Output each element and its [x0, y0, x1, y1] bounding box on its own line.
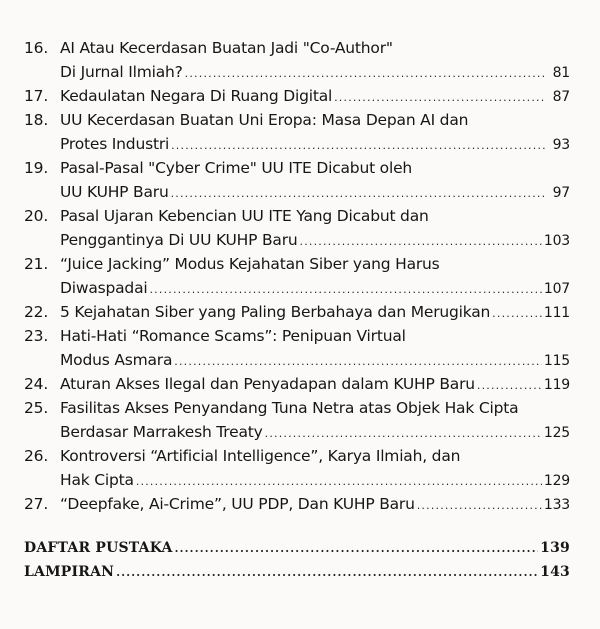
toc-entry-title-line: Hati-Hati “Romance Scams”: Penipuan Virtual [60, 327, 406, 345]
toc-entry-title-line: UU KUHP Baru [60, 183, 169, 201]
toc-entry-22 [24, 300, 570, 324]
toc-entry-page: 133 [543, 497, 570, 513]
toc-entry-title-line: “Deepfake, Ai-Crime”, UU PDP, Dan KUHP Baru [60, 495, 415, 513]
toc-entry-page: 139 [540, 540, 570, 556]
toc-entry-number: 21. [24, 255, 49, 273]
toc-entry-title-line: Modus Asmara [60, 351, 173, 369]
toc-entry-page: 103 [543, 233, 570, 249]
toc-entry-title-line: Kedaulatan Negara Di Ruang Digital [60, 87, 333, 105]
toc-entry-number: 19. [24, 159, 49, 177]
toc-entry-page: 143 [540, 564, 570, 580]
dot-leader [492, 302, 542, 326]
toc-entry-title-line: UU Kecerdasan Buatan Uni Eropa: Masa Depan AI dan [60, 111, 469, 129]
toc-entry-21 [24, 252, 570, 300]
toc-entry-page: 81 [552, 65, 570, 81]
dot-leader [477, 374, 542, 398]
toc-entry-title-line: Fasilitas Akses Penyandang Tuna Netra atas Objek Hak Cipta [60, 399, 519, 417]
dot-leader [175, 537, 539, 561]
toc-entry-page: 129 [543, 473, 570, 489]
toc-entry-page: 125 [543, 425, 570, 441]
toc-entry-25 [24, 396, 570, 444]
toc-entry-number: 16. [24, 39, 49, 57]
toc-entry-title-line: Kontroversi “Artificial Intelligence”, Karya Ilmiah, dan [60, 447, 461, 465]
toc-entry-page: 97 [552, 185, 570, 201]
dot-leader [171, 182, 546, 206]
dot-leader [116, 561, 538, 585]
toc-entry-daftar-pustaka [24, 536, 570, 560]
toc-entry-number: 23. [24, 327, 49, 345]
dot-leader [171, 134, 546, 158]
table-of-contents [24, 36, 570, 584]
toc-entry-20 [24, 204, 570, 252]
toc-entry-title-line: 5 Kejahatan Siber yang Paling Berbahaya dan Merugikan [60, 303, 491, 321]
toc-entry-23 [24, 324, 570, 372]
toc-entry-page: 93 [552, 137, 570, 153]
toc-entry-page: 107 [543, 281, 570, 297]
toc-entry-number: 24. [24, 375, 49, 393]
toc-entry-24 [24, 372, 570, 396]
toc-entry-title-line: Pasal Ujaran Kebencian UU ITE Yang Dicabut dan [60, 207, 429, 225]
toc-entry-title-line: Protes Industri [60, 135, 170, 153]
toc-entry-18 [24, 108, 570, 156]
toc-entry-title-line: Hak Cipta [60, 471, 134, 489]
dot-leader [174, 350, 542, 374]
dot-leader [334, 86, 546, 110]
dot-leader [265, 422, 542, 446]
toc-entry-19 [24, 156, 570, 204]
toc-backmatter-label: DAFTAR PUSTAKA [24, 540, 173, 556]
toc-entry-title-line: Aturan Akses Ilegal dan Penyadapan dalam KUHP Baru [60, 375, 475, 393]
toc-entry-26 [24, 444, 570, 492]
toc-entry-number: 18. [24, 111, 49, 129]
toc-entry-title-line: AI Atau Kecerdasan Buatan Jadi "Co-Author" [60, 39, 393, 57]
dot-leader [300, 230, 542, 254]
toc-backmatter-label: LAMPIRAN [24, 564, 115, 580]
toc-entry-lampiran [24, 560, 570, 584]
toc-entry-title-line: Pasal-Pasal "Cyber Crime" UU ITE Dicabut oleh [60, 159, 413, 177]
dot-leader [149, 278, 541, 302]
toc-entry-title-line: Penggantinya Di UU KUHP Baru [60, 231, 298, 249]
toc-entry-title-line: Berdasar Marrakesh Treaty [60, 423, 263, 441]
toc-entry-17 [24, 84, 570, 108]
toc-entry-number: 26. [24, 447, 49, 465]
toc-entry-page: 111 [543, 305, 570, 321]
toc-entry-title-line: Diwaspadai [60, 279, 148, 297]
dot-leader [185, 62, 546, 86]
toc-entry-page: 115 [543, 353, 570, 369]
toc-entry-number: 22. [24, 303, 49, 321]
toc-entry-number: 20. [24, 207, 49, 225]
section-spacer [24, 516, 570, 536]
dot-leader [136, 470, 542, 494]
toc-entry-number: 27. [24, 495, 49, 513]
toc-entry-page: 87 [552, 89, 570, 105]
toc-entry-27 [24, 492, 570, 516]
toc-entry-number: 25. [24, 399, 49, 417]
toc-entry-title-line: Di Jurnal Ilmiah? [60, 63, 183, 81]
toc-entry-16 [24, 36, 570, 84]
toc-entry-page: 119 [543, 377, 570, 393]
toc-entry-title-line: “Juice Jacking” Modus Kejahatan Siber yang Harus [60, 255, 440, 273]
toc-entry-number: 17. [24, 87, 49, 105]
dot-leader [417, 494, 542, 518]
